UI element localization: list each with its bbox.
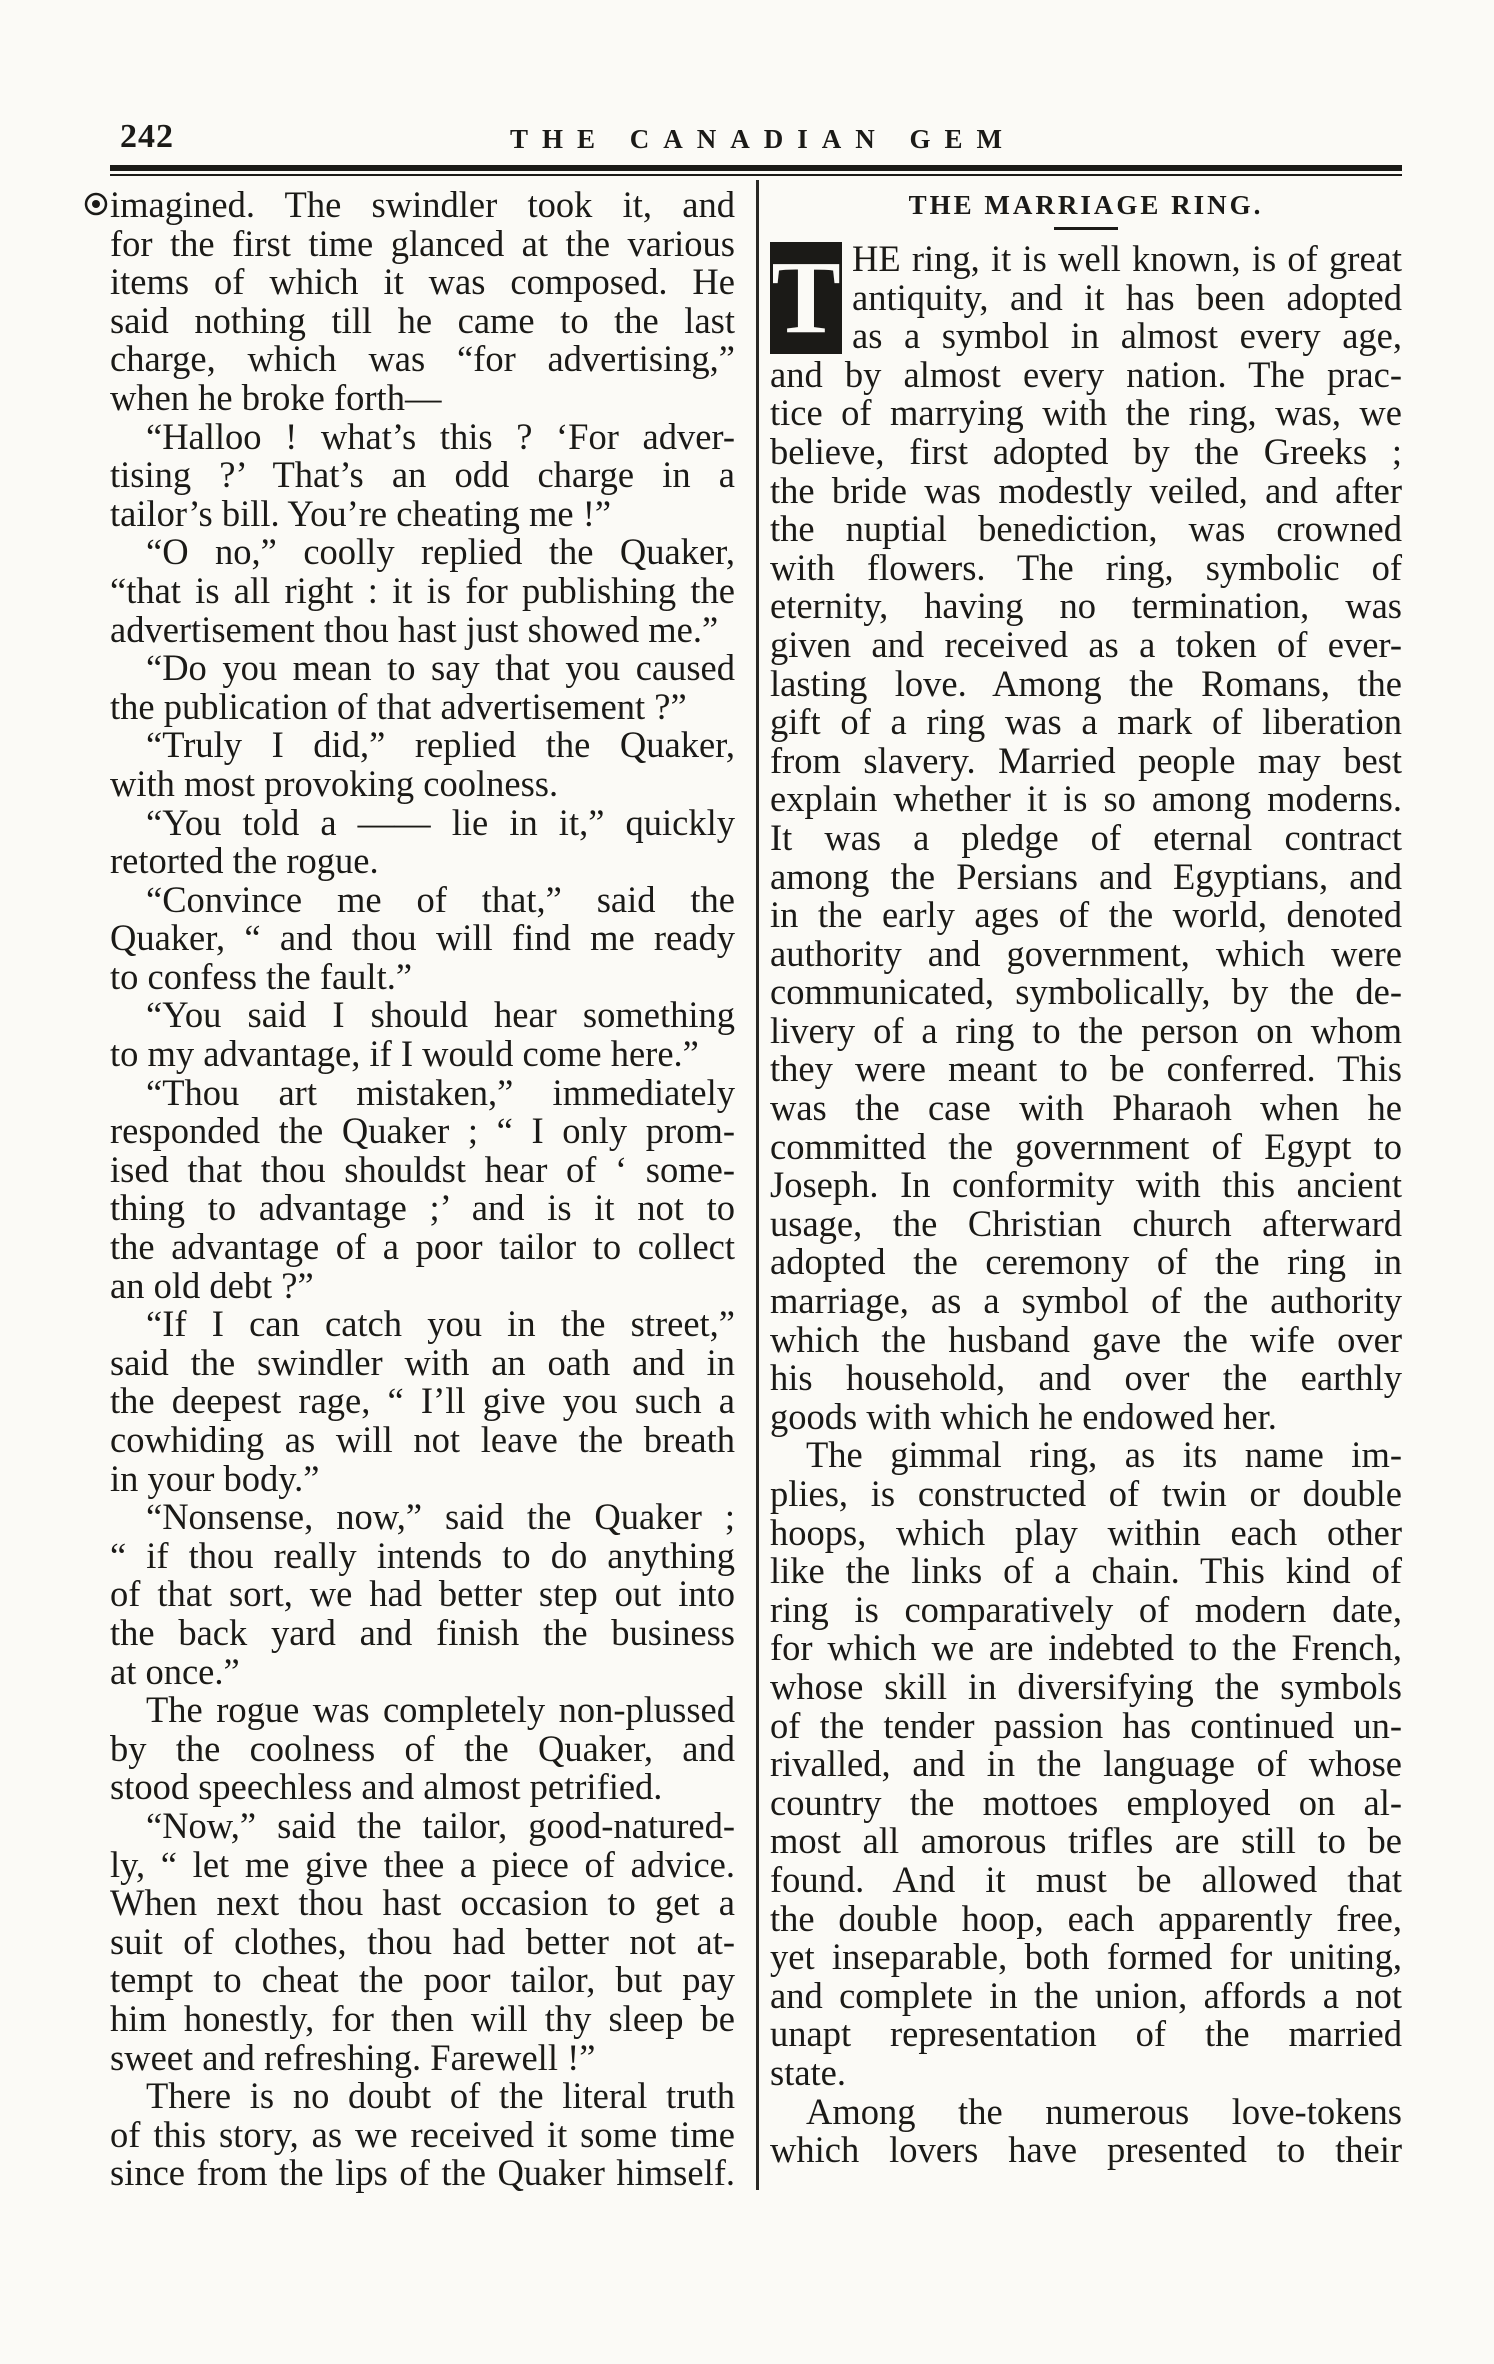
text-line: whose skill in diversifying the symbols — [770, 1665, 1402, 1707]
text-line: unapt representation of the married — [770, 2013, 1402, 2055]
text-line: from slavery. Married people may best — [770, 739, 1402, 781]
text-line: and complete in the union, affords a not — [770, 1974, 1402, 2016]
text-line: said nothing till he came to the last — [110, 299, 735, 341]
text-line: and by almost every nation. The prac- — [770, 353, 1402, 395]
text-line: yet inseparable, both formed for uniting, — [770, 1936, 1402, 1978]
text-line: retorted the rogue. — [110, 840, 379, 882]
text-line: eternity, having no termination, was — [770, 585, 1402, 627]
opening-paragraph — [770, 240, 1402, 356]
text-line: to my advantage, if I would come here.” — [110, 1033, 699, 1075]
text-line: the deepest rage, “ I’ll give you such a — [110, 1380, 735, 1422]
text-line: cowhiding as will not leave the breath — [110, 1419, 735, 1460]
left-column — [110, 186, 735, 2193]
text-line: thing to advantage ;’ and is it not to — [110, 1187, 735, 1229]
right-column-body — [770, 353, 1402, 2171]
text-line: “Nonsense, now,” said the Quaker ; — [146, 1496, 735, 1538]
title-dash — [1054, 227, 1118, 230]
text-line: for the first time glanced at the various — [110, 222, 735, 264]
text-line: the publication of that advertisement ?” — [110, 685, 687, 727]
text-line: items of which it was composed. He — [110, 261, 735, 303]
text-line: suit of clothes, thou had better not at- — [110, 1920, 735, 1962]
text-line: Joseph. In conformity with this ancient — [770, 1164, 1402, 1206]
text-line: most all amorous trifles are still to be — [770, 1820, 1402, 1862]
text-line: “Truly I did,” replied the Quaker, — [146, 724, 735, 766]
text-line: rivalled, and in the language of whose — [770, 1743, 1402, 1785]
text-line: “O no,” coolly replied the Quaker, — [146, 531, 735, 573]
text-line: at once.” — [110, 1650, 240, 1692]
text-line: lasting love. Among the Romans, the — [770, 662, 1402, 704]
text-line: the double hoop, each apparently free, — [770, 1897, 1402, 1939]
text-line: tailor’s bill. You’re cheating me !” — [110, 492, 612, 534]
text-line: The rogue was completely non-plussed — [146, 1689, 735, 1731]
text-line: his household, and over the earthly — [770, 1357, 1402, 1399]
text-line: advertisement thou hast just showed me.” — [110, 608, 719, 650]
text-line: It was a pledge of eternal contract — [770, 816, 1402, 858]
article-title: THE MARRIAGE RING. — [908, 190, 1264, 220]
running-title: THE CANADIAN GEM — [510, 124, 1017, 154]
text-line: Quaker, “ and thou will find me ready — [110, 917, 735, 959]
right-column — [770, 186, 1402, 2170]
text-line: ised that thou shouldst hear of ‘ some- — [110, 1148, 735, 1190]
text-line: the back yard and finish the business — [110, 1611, 735, 1653]
text-line: authority and government, which were — [770, 932, 1402, 974]
text-line: sweet and refreshing. Farewell !” — [110, 2036, 596, 2078]
text-line: “Convince me of that,” said the — [146, 878, 735, 920]
text-line: adopted the ceremony of the ring in — [770, 1241, 1402, 1283]
text-line: “Now,” said the tailor, good-natured- — [146, 1804, 735, 1846]
text-line: tice of marrying with the ring, was, we — [770, 392, 1402, 434]
text-line: when he broke forth— — [110, 376, 442, 418]
text-line: explain whether it is so among moderns. — [770, 778, 1402, 820]
text-line: Among the numerous love-tokens — [806, 2090, 1402, 2132]
text-line: of that sort, we had better step out into — [110, 1573, 735, 1615]
text-line: among the Persians and Egyptians, and — [770, 855, 1402, 897]
text-line: of the tender passion has continued un- — [770, 1704, 1402, 1746]
text-line: stood speechless and almost petrified. — [110, 1766, 663, 1808]
text-line: “that is all right : it is for publishing the — [110, 569, 735, 611]
paragraph-ornament-icon — [82, 190, 110, 218]
text-line: charge, which was “for advertising,” — [110, 338, 735, 380]
text-line: since from the lips of the Quaker himself. — [110, 2152, 735, 2194]
text-line: tempt to cheat the poor tailor, but pay — [110, 1959, 735, 2001]
column-divider — [756, 180, 759, 2190]
text-line: “ if thou really intends to do anything — [110, 1534, 735, 1576]
text-line: When next thou hast occasion to get a — [110, 1882, 735, 1924]
text-line: marriage, as a symbol of the authority — [770, 1280, 1402, 1322]
text-line: to confess the fault.” — [110, 955, 413, 997]
text-line: state. — [770, 2051, 847, 2093]
text-line: in the early ages of the world, denoted — [770, 894, 1402, 936]
header-rule-thin — [110, 174, 1402, 176]
text-line: “You told a —— lie in it,” quickly — [146, 801, 735, 843]
text-line: communicated, symbolically, by the de- — [770, 971, 1402, 1013]
text-line: was the case with Pharaoh when he — [770, 1087, 1402, 1129]
text-line: hoops, which play within each other — [770, 1511, 1402, 1553]
text-line: which the husband gave the wife over — [770, 1318, 1402, 1360]
text-line: “If I can catch you in the street,” — [146, 1303, 735, 1345]
text-line: by the coolness of the Quaker, and — [110, 1727, 735, 1769]
text-line: plies, is constructed of twin or double — [770, 1473, 1402, 1514]
text-line: “Do you mean to say that you caused — [146, 647, 735, 689]
text-line: like the links of a chain. This kind of — [770, 1550, 1402, 1592]
header-rule-thick — [110, 165, 1402, 171]
text-line: him honestly, for then will thy sleep be — [110, 1997, 735, 2039]
text-line: given and received as a token of ever- — [770, 623, 1402, 665]
text-line: they were meant to be conferred. This — [770, 1048, 1402, 1090]
text-line: which lovers have presented to their — [770, 2129, 1402, 2171]
text-line: with flowers. The ring, symbolic of — [770, 546, 1402, 588]
text-line: an old debt ?” — [110, 1264, 314, 1306]
text-line: the advantage of a poor tailor to collect — [110, 1226, 735, 1268]
text-line: believe, first adopted by the Greeks ; — [770, 430, 1402, 472]
text-line: for which we are indebted to the French, — [770, 1627, 1402, 1669]
text-line: the bride was modestly veiled, and after — [770, 469, 1402, 511]
page-header — [110, 112, 1400, 162]
text-line: found. And it must be allowed that — [770, 1858, 1402, 1900]
text-line: tising ?’ That’s an odd charge in a — [110, 454, 735, 496]
dropcap-line: HE ring, it is well known, is of great — [852, 238, 1402, 279]
text-line: “Thou art mistaken,” immediately — [146, 1071, 735, 1113]
text-line: committed the government of Egypt to — [770, 1125, 1402, 1167]
text-line: the nuptial benediction, was crowned — [770, 508, 1402, 550]
text-line: The gimmal ring, as its name im- — [806, 1434, 1402, 1476]
text-line: livery of a ring to the person on whom — [770, 1009, 1402, 1051]
dropcap-line: antiquity, and it has been adopted — [852, 276, 1402, 318]
dropcap-line: as a symbol in almost every age, — [852, 315, 1402, 357]
text-line: ly, “ let me give thee a piece of advice. — [110, 1843, 735, 1885]
text-line: goods with which he endowed her. — [770, 1395, 1277, 1437]
text-line: ring is comparatively of modern date, — [770, 1588, 1402, 1630]
text-line: said the swindler with an oath and in — [110, 1341, 735, 1383]
text-line: “Halloo ! what’s this ? ‘For adver- — [146, 415, 735, 457]
text-line: country the mottoes employed on al- — [770, 1781, 1402, 1823]
text-line: with most provoking coolness. — [110, 762, 559, 804]
text-line: usage, the Christian church afterward — [770, 1202, 1402, 1244]
text-line: of this story, as we received it some time — [110, 2113, 735, 2155]
text-line: imagined. The swindler took it, and — [110, 184, 735, 225]
text-line: responded the Quaker ; “ I only prom- — [110, 1110, 735, 1152]
drop-cap: T — [771, 240, 841, 355]
text-line: in your body.” — [110, 1457, 320, 1499]
text-line: “You said I should hear something — [146, 994, 735, 1036]
text-line: gift of a ring was a mark of liberation — [770, 701, 1402, 743]
text-line: There is no doubt of the literal truth — [146, 2075, 735, 2117]
page-number: 242 — [120, 118, 174, 155]
